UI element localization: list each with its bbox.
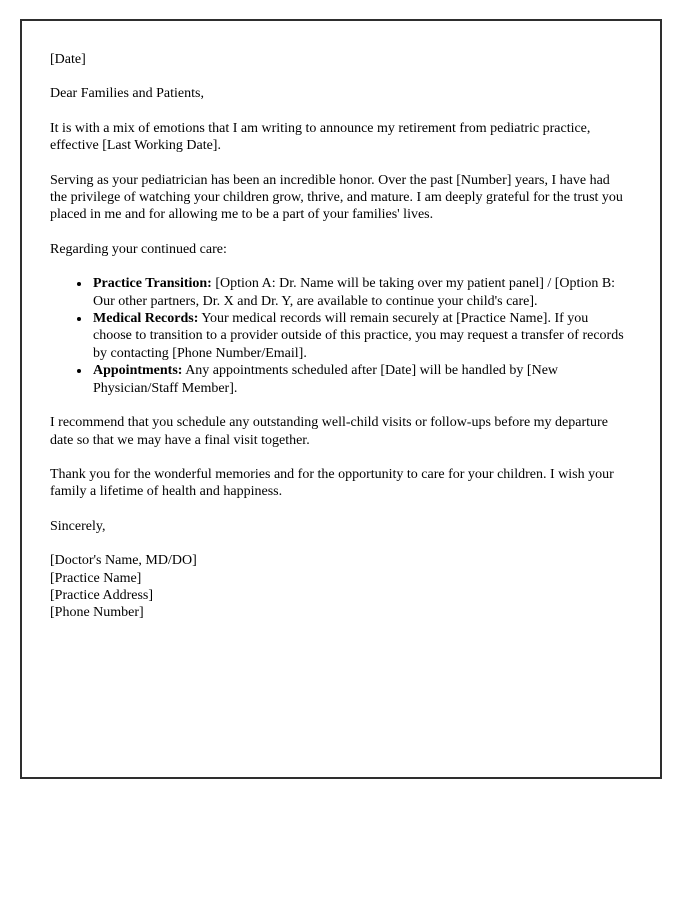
bullet-text: Your medical records will remain securely at [Practice Name]. If you choose to transition to a provider outside of this practice, you may request a transfer of records by contacting [Phone Number/Email]. [93, 311, 624, 361]
closing: Sincerely, [50, 518, 106, 534]
letter-document [20, 19, 662, 779]
bullet-label: Appointments: [93, 363, 183, 379]
bullet-medical-records [91, 310, 630, 362]
date-line: [Date] [50, 52, 86, 67]
signature-block [50, 552, 630, 622]
paragraph-recommend: I recommend that you schedule any outstanding well-child visits or follow-ups before my departure date so that we may have a final visit together. [50, 415, 608, 448]
signature-phone-number: [Phone Number] [50, 605, 144, 621]
signature-doctor-name: [Doctor's Name, MD/DO] [50, 553, 197, 569]
paragraph-announcement: It is with a mix of emotions that I am writing to announce my retirement from pediatric practice, effective [Last Working Date]. [50, 120, 591, 154]
bullet-label: Practice Transition: [93, 276, 212, 292]
bullet-label: Medical Records: [93, 311, 199, 327]
bullet-appointments [91, 362, 630, 397]
paragraph-thanks: Thank you for the wonderful memories and for the opportunity to care for your children. I wish your family a lifetime of health and happiness. [50, 466, 614, 500]
signature-practice-address: [Practice Address] [50, 587, 154, 603]
care-heading: Regarding your continued care: [50, 241, 227, 257]
care-bullet-list [50, 275, 630, 397]
bullet-text: [Option A: Dr. Name will be taking over my patient panel] / [Option B: Our other partners, Dr. X and Dr. Y, are available to continue your child's care]. [93, 276, 616, 309]
bullet-text: Any appointments scheduled after [Date] will be handled by [New Physician/Staff Member]. [93, 363, 559, 396]
salutation: Dear Families and Patients, [50, 86, 204, 102]
paragraph-serving: Serving as your pediatrician has been an incredible honor. Over the past [Number] years, I have had the privilege of watching your children grow, thrive, and mature. I am deeply grateful for the trust you placed in me and for allowing me to be a part of your families' lives. [50, 172, 623, 223]
signature-practice-name: [Practice Name] [50, 570, 142, 586]
bullet-practice-transition [91, 275, 630, 310]
